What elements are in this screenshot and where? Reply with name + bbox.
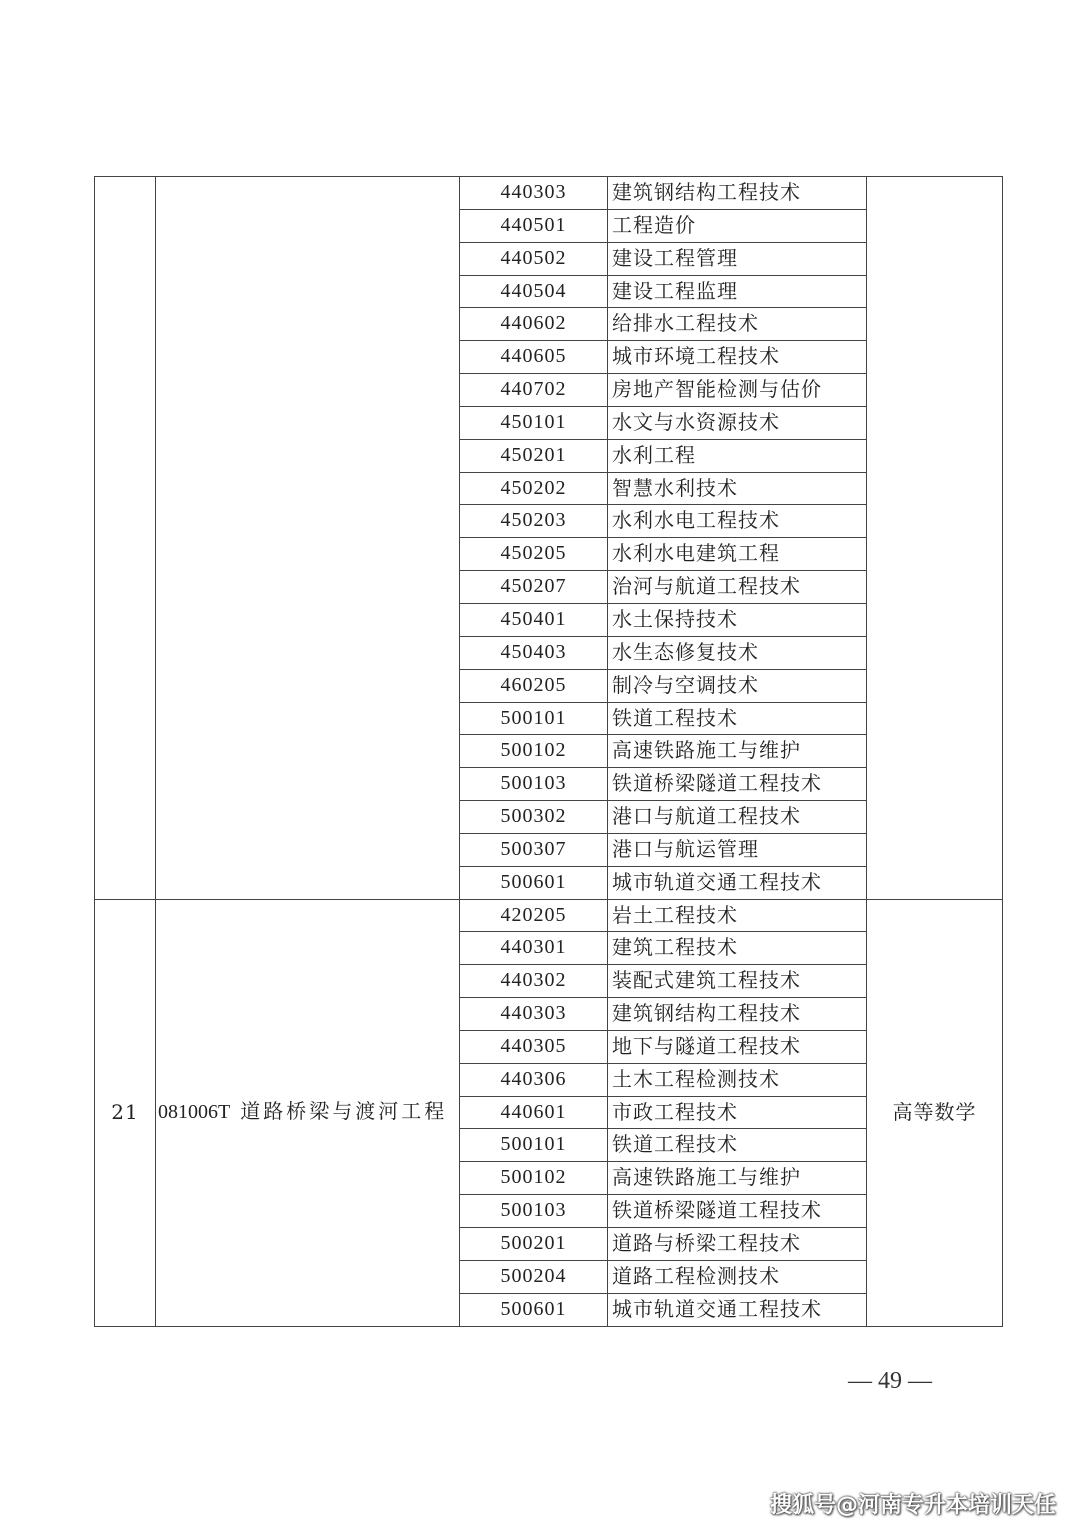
major-table-body [95, 177, 1003, 1327]
vocational-name-cell: 工程造价 [608, 209, 867, 242]
page-number: — 49 — [848, 1368, 932, 1394]
vocational-code-cell: 440303 [460, 177, 608, 210]
subject-cell-empty [867, 177, 1003, 900]
major-name: 道路桥梁与渡河工程 [240, 1099, 448, 1124]
undergrad-major-cell [156, 899, 460, 1326]
vocational-name-cell: 建筑钢结构工程技术 [608, 998, 867, 1031]
vocational-code-cell: 450205 [460, 538, 608, 571]
vocational-name-cell: 道路与桥梁工程技术 [608, 1228, 867, 1261]
vocational-code-cell: 500201 [460, 1228, 608, 1261]
vocational-name-cell: 铁道工程技术 [608, 1129, 867, 1162]
vocational-code-cell: 500101 [460, 702, 608, 735]
vocational-name-cell: 城市环境工程技术 [608, 341, 867, 374]
vocational-code-cell: 500102 [460, 735, 608, 768]
vocational-name-cell: 房地产智能检测与估价 [608, 374, 867, 407]
vocational-code-cell: 440502 [460, 242, 608, 275]
vocational-code-cell: 440602 [460, 308, 608, 341]
vocational-code-cell: 450101 [460, 406, 608, 439]
vocational-name-cell: 市政工程技术 [608, 1096, 867, 1129]
major-cell-empty [156, 177, 460, 900]
vocational-name-cell: 水文与水资源技术 [608, 406, 867, 439]
vocational-name-cell: 港口与航运管理 [608, 833, 867, 866]
vocational-name-cell: 建筑工程技术 [608, 932, 867, 965]
vocational-name-cell: 智慧水利技术 [608, 472, 867, 505]
vocational-name-cell: 高速铁路施工与维护 [608, 735, 867, 768]
vocational-name-cell: 铁道桥梁隧道工程技术 [608, 768, 867, 801]
vocational-name-cell: 建设工程管理 [608, 242, 867, 275]
vocational-name-cell: 水生态修复技术 [608, 636, 867, 669]
major-table [94, 176, 1003, 1327]
vocational-code-cell: 500601 [460, 1293, 608, 1326]
vocational-code-cell: 440501 [460, 209, 608, 242]
vocational-name-cell: 港口与航道工程技术 [608, 801, 867, 834]
vocational-code-cell: 440605 [460, 341, 608, 374]
vocational-name-cell: 地下与隧道工程技术 [608, 1030, 867, 1063]
vocational-name-cell: 城市轨道交通工程技术 [608, 1293, 867, 1326]
vocational-code-cell: 440305 [460, 1030, 608, 1063]
vocational-code-cell: 440301 [460, 932, 608, 965]
exam-subject-cell: 高等数学 [867, 899, 1003, 1326]
vocational-code-cell: 450403 [460, 636, 608, 669]
vocational-name-cell: 城市轨道交通工程技术 [608, 866, 867, 899]
vocational-code-cell: 460205 [460, 669, 608, 702]
seq-number-cell: 21 [95, 899, 156, 1326]
vocational-name-cell: 治河与航道工程技术 [608, 571, 867, 604]
vocational-code-cell: 450401 [460, 603, 608, 636]
vocational-name-cell: 高速铁路施工与维护 [608, 1162, 867, 1195]
vocational-name-cell: 水利水电工程技术 [608, 505, 867, 538]
vocational-name-cell: 铁道工程技术 [608, 702, 867, 735]
vocational-name-cell: 道路工程检测技术 [608, 1260, 867, 1293]
vocational-code-cell: 500101 [460, 1129, 608, 1162]
vocational-code-cell: 450201 [460, 439, 608, 472]
watermark: 搜狐号@河南专升本培训天任 [769, 1493, 1056, 1518]
major-code: 081006T [158, 1101, 231, 1124]
table-row [95, 899, 1003, 932]
vocational-name-cell: 水利水电建筑工程 [608, 538, 867, 571]
vocational-code-cell: 450202 [460, 472, 608, 505]
vocational-code-cell: 440306 [460, 1063, 608, 1096]
vocational-name-cell: 土木工程检测技术 [608, 1063, 867, 1096]
vocational-name-cell: 水土保持技术 [608, 603, 867, 636]
vocational-name-cell: 制冷与空调技术 [608, 669, 867, 702]
vocational-name-cell: 水利工程 [608, 439, 867, 472]
vocational-code-cell: 420205 [460, 899, 608, 932]
seq-cell-empty [95, 177, 156, 900]
vocational-code-cell: 450207 [460, 571, 608, 604]
vocational-code-cell: 440302 [460, 965, 608, 998]
vocational-code-cell: 500204 [460, 1260, 608, 1293]
vocational-code-cell: 500601 [460, 866, 608, 899]
vocational-code-cell: 440303 [460, 998, 608, 1031]
vocational-name-cell: 铁道桥梁隧道工程技术 [608, 1195, 867, 1228]
vocational-code-cell: 500103 [460, 768, 608, 801]
vocational-code-cell: 500302 [460, 801, 608, 834]
vocational-name-cell: 给排水工程技术 [608, 308, 867, 341]
vocational-code-cell: 440601 [460, 1096, 608, 1129]
vocational-name-cell: 装配式建筑工程技术 [608, 965, 867, 998]
vocational-code-cell: 500103 [460, 1195, 608, 1228]
table-row [95, 177, 1003, 210]
vocational-name-cell: 建筑钢结构工程技术 [608, 177, 867, 210]
vocational-code-cell: 450203 [460, 505, 608, 538]
vocational-name-cell: 建设工程监理 [608, 275, 867, 308]
vocational-code-cell: 500307 [460, 833, 608, 866]
vocational-code-cell: 440504 [460, 275, 608, 308]
vocational-code-cell: 440702 [460, 374, 608, 407]
vocational-name-cell: 岩土工程技术 [608, 899, 867, 932]
vocational-code-cell: 500102 [460, 1162, 608, 1195]
